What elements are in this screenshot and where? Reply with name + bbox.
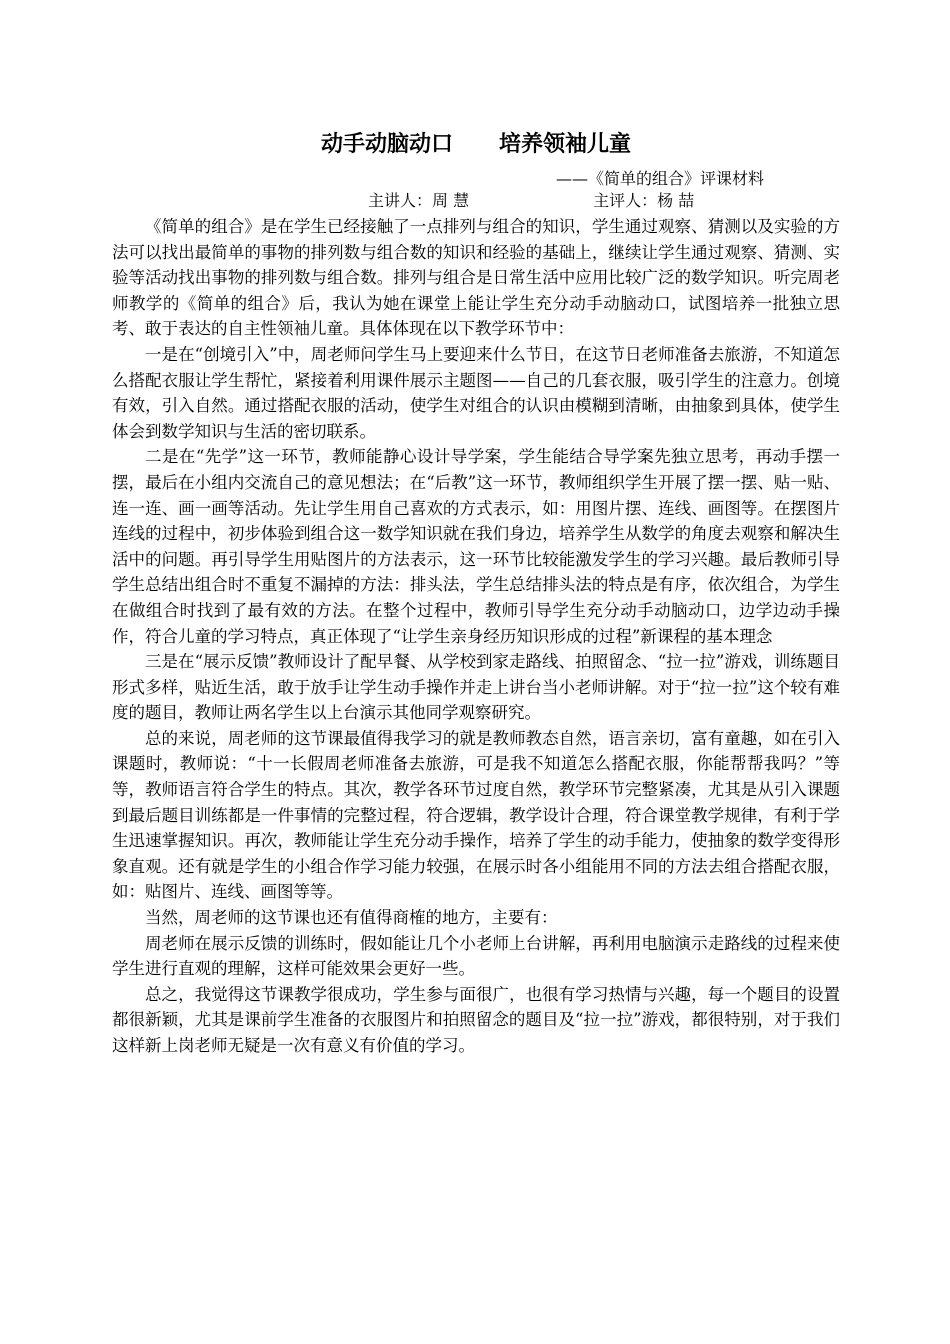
document-subtitle: ——《简单的组合》评课材料 (555, 169, 764, 188)
document-page (112, 128, 840, 1059)
speaker-line (112, 190, 840, 212)
paragraph-intro: 《简单的组合》是在学生已经接触了一点排列与组合的知识，学生通过观察、猜测以及实验的方法可以找出最简单的事物的排列数与组合数的知识和经验的基础上，继续让学生通过观察、猜测、实验等活动找出事物的排列数与组合数。排列与组合是日常生活中应用比较广泛的数学知识。听完周老师教学的《简单的组合》后，我认为她在课堂上能让学生充分动手动脑动口，试图培养一批独立思考、敢于表达的自主性领袖儿童。具体体现在以下教学环节中： (112, 217, 840, 339)
document-body (112, 214, 840, 1059)
paragraph-point-three: 三是在“展示反馈”教师设计了配早餐、从学校到家走路线、拍照留念、“拉一拉”游戏，训练题目形式多样，贴近生活，敢于放手让学生动手操作并走上讲台当小老师讲解。对于“拉一拉”这个较有难度的题目，教师让两名学生以上台演示其他同学观察研究。 (112, 652, 840, 723)
paragraph-point-one: 一是在“创境引入”中，周老师问学生马上要迎来什么节日，在这节日老师准备去旅游，不知道怎么搭配衣服让学生帮忙，紧接着利用课件展示主题图——自己的几套衣服，吸引学生的注意力。创境有效，引入自然。通过搭配衣服的活动，使学生对组合的认识由模糊到清晰，由抽象到具体，使学生体会到数学知识与生活的密切联系。 (112, 344, 840, 441)
document-title: 动手动脑动口 培养领袖儿童 (321, 132, 631, 157)
paragraph-conclusion: 总之，我觉得这节课教学很成功，学生参与面很广，也很有学习热情与兴趣，每一个题目的设置都很新颖，尤其是课前学生准备的衣服图片和拍照留念的题目及“拉一拉”游戏，都很特别，对于我们这样新上岗老师无疑是一次有意义有价值的学习。 (112, 984, 840, 1055)
paragraph-summary: 总的来说，周老师的这节课最值得我学习的就是教师教态自然，语言亲切，富有童趣，如在引入课题时，教师说：“十一长假周老师准备去旅游，可是我不知道怎么搭配衣服，你能帮帮我吗？”等等，教师语言符合学生的特点。其次，教学各环节过度自然，教学环节完整紧凑，尤其是从引入课题到最后题目训练都是一件事情的完整过程，符合逻辑，教学设计合理，符合课堂教学规律，有利于学生迅速掌握知识。再次，教师能让学生充分动手操作，培养了学生的动手能力，使抽象的数学变得形象直观。还有就是学生的小组合作学习能力较强，在展示时各小组能用不同的方法去组合搭配衣服，如：贴图片、连线、画图等等。 (112, 728, 840, 902)
lecturer-name: 主讲人：周 慧 (368, 191, 470, 210)
paragraph-issues-intro: 当然，周老师的这节课也还有值得商榷的地方，主要有： (145, 908, 558, 928)
paragraph-point-two: 二是在“先学”这一环节，教师能静心设计导学案，学生能结合导学案先独立思考，再动手摆一摆，最后在小组内交流自己的意见想法；在“后教”这一环节，教师组织学生开展了摆一摆、贴一贴、连一连、画一画等活动。先让学生用自己喜欢的方式表示，如：用图片摆、连线、画图等。在摆图片连线的过程中，初步体验到组合这一数学知识就在我们身边，培养学生从数学的角度去观察和解决生活中的问题。再引导学生用贴图片的方法表示，这一环节比较能激发学生的学习兴趣。最后教师引导学生总结出组合时不重复不漏掉的方法：排头法，学生总结排头法的特点是有序，依次组合，为学生在做组合时找到了最有效的方法。在整个过程中，教师引导学生充分动手动脑动口，边学边动手操作，符合儿童的学习特点，真正体现了“让学生亲身经历知识形成的过程”新课程的基本理念 (112, 447, 840, 646)
reviewer-name: 主评人：杨 喆 (593, 191, 695, 210)
paragraph-suggestion: 周老师在展示反馈的训练时，假如能让几个小老师上台讲解，再利用电脑演示走路线的过程来使学生进行直观的理解，这样可能效果会更好一些。 (112, 933, 840, 979)
